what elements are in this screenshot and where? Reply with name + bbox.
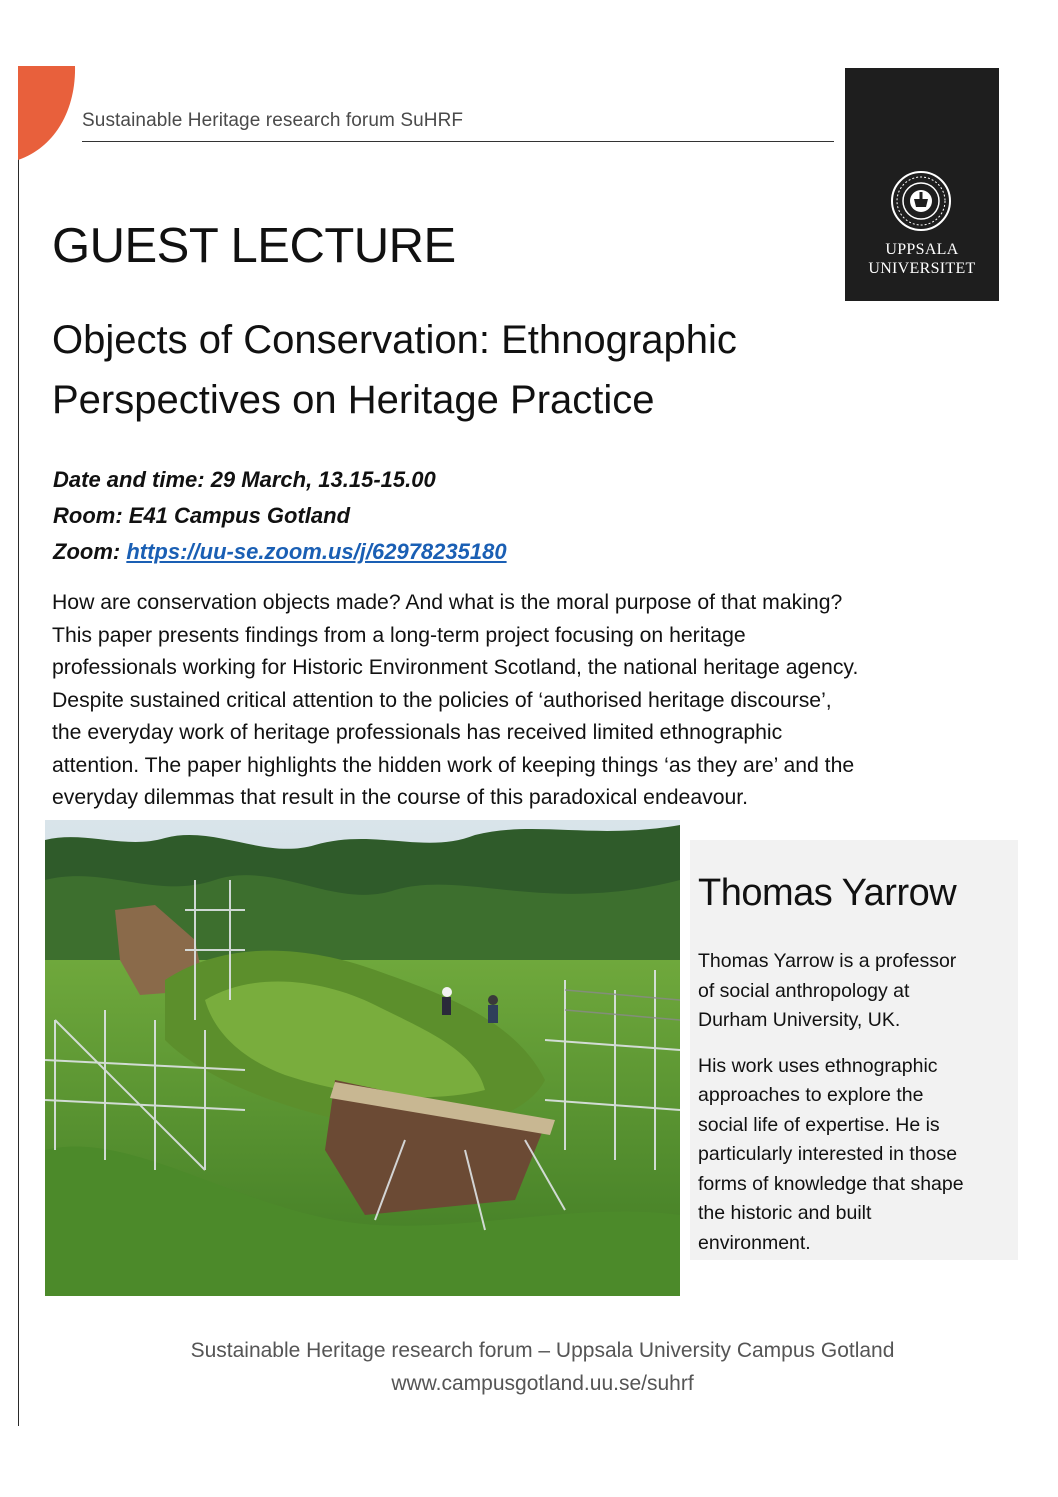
lecture-details bbox=[53, 462, 507, 570]
abstract-line: professionals working for Historic Environment Scotland, the national heritage agency. bbox=[52, 656, 859, 679]
bio-line: the historic and built bbox=[698, 1202, 872, 1224]
speaker-bio-panel bbox=[690, 840, 1018, 1260]
university-name bbox=[845, 240, 999, 278]
bio-line: particularly interested in those bbox=[698, 1143, 958, 1165]
abstract-line: This paper presents findings from a long-term project focusing on heritage bbox=[52, 623, 746, 647]
date-time: Date and time: 29 March, 13.15-15.00 bbox=[53, 467, 436, 492]
abstract-line: Despite sustained critical attention to the policies of ‘authorised heritage discourse’, bbox=[52, 688, 832, 712]
header-divider bbox=[82, 141, 834, 142]
zoom-label: Zoom: bbox=[53, 539, 127, 564]
zoom-row bbox=[53, 534, 507, 570]
bio-line: His work uses ethnographic bbox=[698, 1054, 938, 1077]
abstract bbox=[52, 587, 1042, 815]
heritage-site-photo bbox=[45, 820, 680, 1296]
bio-line: forms of knowledge that shape bbox=[698, 1172, 964, 1195]
logo-line-2: UNIVERSITET bbox=[868, 260, 976, 277]
lecture-title bbox=[52, 310, 842, 430]
bio-line: of social anthropology at bbox=[698, 979, 910, 1002]
bio-line: environment. bbox=[698, 1231, 811, 1254]
abstract-line: the everyday work of heritage professionals has received limited ethnographic bbox=[52, 721, 783, 744]
footer-forum: Sustainable Heritage research forum – Uppsala University Campus Gotland bbox=[190, 1339, 895, 1362]
abstract-line: attention. The paper highlights the hidden work of keeping things ‘as they are’ and the bbox=[52, 753, 855, 777]
page-border-line bbox=[18, 66, 19, 1426]
title-line-1: Objects of Conservation: Ethnographic bbox=[52, 318, 737, 362]
abstract-line: everyday dilemmas that result in the course of this paradoxical endeavour. bbox=[52, 786, 749, 809]
page-heading: GUEST LECTURE bbox=[52, 219, 456, 273]
forum-name: Sustainable Heritage research forum SuHRF bbox=[82, 110, 464, 131]
abstract-line: How are conservation objects made? And what is the moral purpose of that making? bbox=[52, 591, 843, 614]
bio-paragraph-1 bbox=[698, 947, 1016, 1036]
bio-line: Thomas Yarrow is a professor bbox=[698, 950, 957, 972]
accent-shape bbox=[18, 66, 76, 160]
logo-line-1: UPPSALA bbox=[885, 241, 959, 258]
bio-paragraph-2 bbox=[698, 1052, 1016, 1259]
university-logo bbox=[845, 68, 999, 301]
footer-url[interactable]: www.campusgotland.uu.se/suhrf bbox=[391, 1372, 694, 1395]
bio-line: social life of expertise. He is bbox=[698, 1113, 940, 1136]
university-seal-icon bbox=[890, 170, 952, 232]
title-line-2: Perspectives on Heritage Practice bbox=[52, 378, 655, 422]
bio-line: Durham University, UK. bbox=[698, 1009, 901, 1031]
zoom-link[interactable]: https://uu-se.zoom.us/j/62978235180 bbox=[126, 539, 507, 564]
room: Room: E41 Campus Gotland bbox=[53, 503, 351, 528]
speaker-bio bbox=[698, 947, 1016, 1274]
bio-line: approaches to explore the bbox=[698, 1084, 924, 1106]
speaker-name: Thomas Yarrow bbox=[698, 872, 957, 914]
